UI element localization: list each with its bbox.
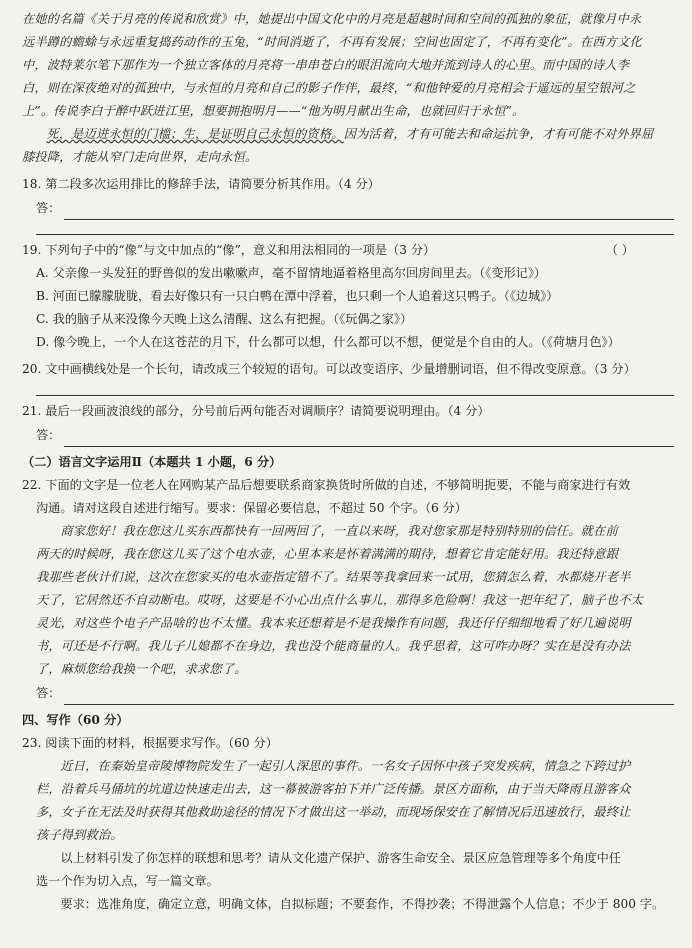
text-line: 膝投降，才能从窄门走向世界，走向永恒。	[22, 150, 258, 164]
text-line: 上”。传说李白于醉中跃进江里，想要拥抱明月——“他为明月献出生命，也就回归于永恒”。	[22, 104, 525, 118]
text-line: 在她的名篇《关于月亮的传说和欣赏》中，她提出中国文化中的月亮是超越时间和空间的孤独的象征，就像月中永	[22, 12, 642, 26]
question-text: 21. 最后一段画波浪线的部分，分号前后两句能否对调顺序？请简要说明理由。（4 分）	[22, 404, 490, 418]
section-heading: （二）语言文字运用Ⅱ（本题共 1 小题，6 分）	[22, 455, 282, 469]
passage-line: 两天的时候呀，我在您这儿买了这个电水壶，心里本来是怀着满满的期待，想着它肯定能好用。我还特意跟	[36, 547, 619, 561]
option-d: D. 像今晚上，一个人在这苍茫的月下，什么都可以想，什么都可以不想，便觉是个自由的人。（《荷塘月色》）	[36, 335, 620, 349]
wavy-underlined-sentence: 死，是迈进永恒的门槛；生，是证明自己永恒的资格。	[46, 127, 344, 141]
answer-line[interactable]	[22, 196, 674, 220]
question-stem: 19. 下列句子中的“像”与文中加点的“像”，意义和用法相同的一项是（3 分）	[22, 243, 436, 257]
passage-line: 灵光，对这些个电子产品啥的也不太懂。我本来还想着是不是我操作有问题，我还仔仔细细地看了好几遍说明	[36, 616, 631, 630]
passage	[22, 520, 674, 681]
passage-line: 我那些老伙计们说，这次在您家买的电水壶指定错不了。结果等我拿回来一试用，您猜怎么着，水都烧开老半	[36, 570, 631, 584]
prompt-line: 以上材料引发了你怎样的联想和思考？请从文化遗产保护、游客生命安全、景区应急管理等多个角度中任	[60, 851, 622, 865]
answer-rule[interactable]	[36, 220, 674, 235]
top-paragraph	[22, 8, 674, 169]
answer-label: 答：	[36, 428, 61, 442]
passage-line: 商家您好！我在您这儿买东西都快有一回两回了，一直以来呀，我对您家那是特别特别的信任。就在前	[60, 524, 618, 538]
question-text: 沟通。请对这段自述进行缩写。要求：保留必要信息，不超过 50 个字。（6 分）	[36, 501, 467, 515]
passage-line: 天了，它居然还不自动断电。哎呀，这要是不小心出点什么事儿，那得多危险啊！我这一把年纪了，脑子也不太	[36, 593, 643, 607]
question-22	[22, 474, 674, 705]
option-c: C. 我的脑子从来没像今天晚上这么清醒、这么有把握。（《玩偶之家》）	[36, 312, 413, 326]
answer-line[interactable]	[22, 681, 674, 705]
question-20	[22, 358, 674, 396]
text-span: 因为活着，才有可能去和命运抗争，才有可能不对外界屈	[343, 127, 654, 141]
option-b: B. 河面已朦朦胧胧，看去好像只有一只白鸭在潭中浮着，也只剩一个人追着这只鸭子。（《边城》）	[36, 289, 559, 303]
section-heading: 四、写作（60 分）	[22, 713, 129, 727]
answer-paren[interactable]: （ ）	[605, 243, 634, 257]
answer-rule	[64, 688, 674, 705]
question-text: 18. 第二段多次运用排比的修辞手法，请简要分析其作用。（4 分）	[22, 177, 380, 191]
answer-label: 答：	[36, 686, 61, 700]
question-18	[22, 173, 674, 235]
question-text: 22. 下面的文字是一位老人在网购某产品后想要联系商家换货时所做的自述，不够简明扼要，不能与商家进行有效	[22, 478, 631, 492]
question-text: 23. 阅读下面的材料，根据要求写作。（60 分）	[22, 736, 278, 750]
text-line: 远半蹲的蟾蜍与永远重复捣药动作的玉兔，“时间消逝了，不再有发展；空间也固定了，不再有变化”。在西方文化	[22, 35, 642, 49]
question-text: 20. 文中画横线处是一个长句，请改成三个较短的语句。可以改变语序、少量增删词语，但不得改变原意。（3 分）	[22, 362, 636, 376]
answer-line[interactable]	[22, 423, 674, 447]
material	[22, 755, 674, 847]
answer-rule	[64, 203, 674, 220]
answer-rule	[64, 430, 674, 447]
passage-line: 了，麻烦您给我换一个吧，求求您了。	[36, 662, 247, 676]
text-line	[22, 123, 674, 146]
question-19	[22, 239, 674, 354]
material-line: 栏，沿着兵马俑坑的坑道边快速走出去，这一幕被游客拍下并广泛传播。景区方面称，由于当天降雨且游客众	[36, 782, 631, 796]
prompt-line: 选一个作为切入点，写一篇文章。	[36, 874, 219, 888]
question-text	[22, 239, 674, 262]
material-line: 多，女子在无法及时获得其他救助途径的情况下才做出这一举动，而现场保安在了解情况后迅速放行，最终让	[36, 805, 631, 819]
question-23	[22, 732, 674, 916]
requirement-line: 要求：选准角度，确定立意，明确文体，自拟标题；不要套作，不得抄袭；不得泄露个人信息；不少于 800 字。	[60, 897, 665, 911]
material-line: 孩子得到救治。	[36, 828, 123, 842]
text-line: 白，则在深夜绝对的孤独中，与永恒的月亮和自己的影子作伴，最终，“和他钟爱的月亮相会于遥远的星空银河之	[22, 81, 636, 95]
material-line: 近日，在秦始皇帝陵博物院发生了一起引人深思的事件。一名女子因怀中孩子突发疾病，情急之下跨过护	[60, 759, 631, 773]
answer-rule[interactable]	[36, 381, 674, 396]
question-21	[22, 400, 674, 447]
text-line: 中，波特莱尔笔下那作为一个独立客体的月亮将一串串苍白的眼泪流向大地并流到诗人的心里。而中国的诗人李	[22, 58, 629, 72]
answer-label: 答：	[36, 201, 61, 215]
passage-line: 书，可还是不行啊。我儿子儿媳都不在身边，我也没个能商量的人。我乎思着，这可咋办呀？实在是没有办法	[36, 639, 631, 653]
option-a: A. 父亲像一头发狂的野兽似的发出嗽嗽声，毫不留情地逼着格里高尔回房间里去。（《变形记》）	[36, 266, 547, 280]
